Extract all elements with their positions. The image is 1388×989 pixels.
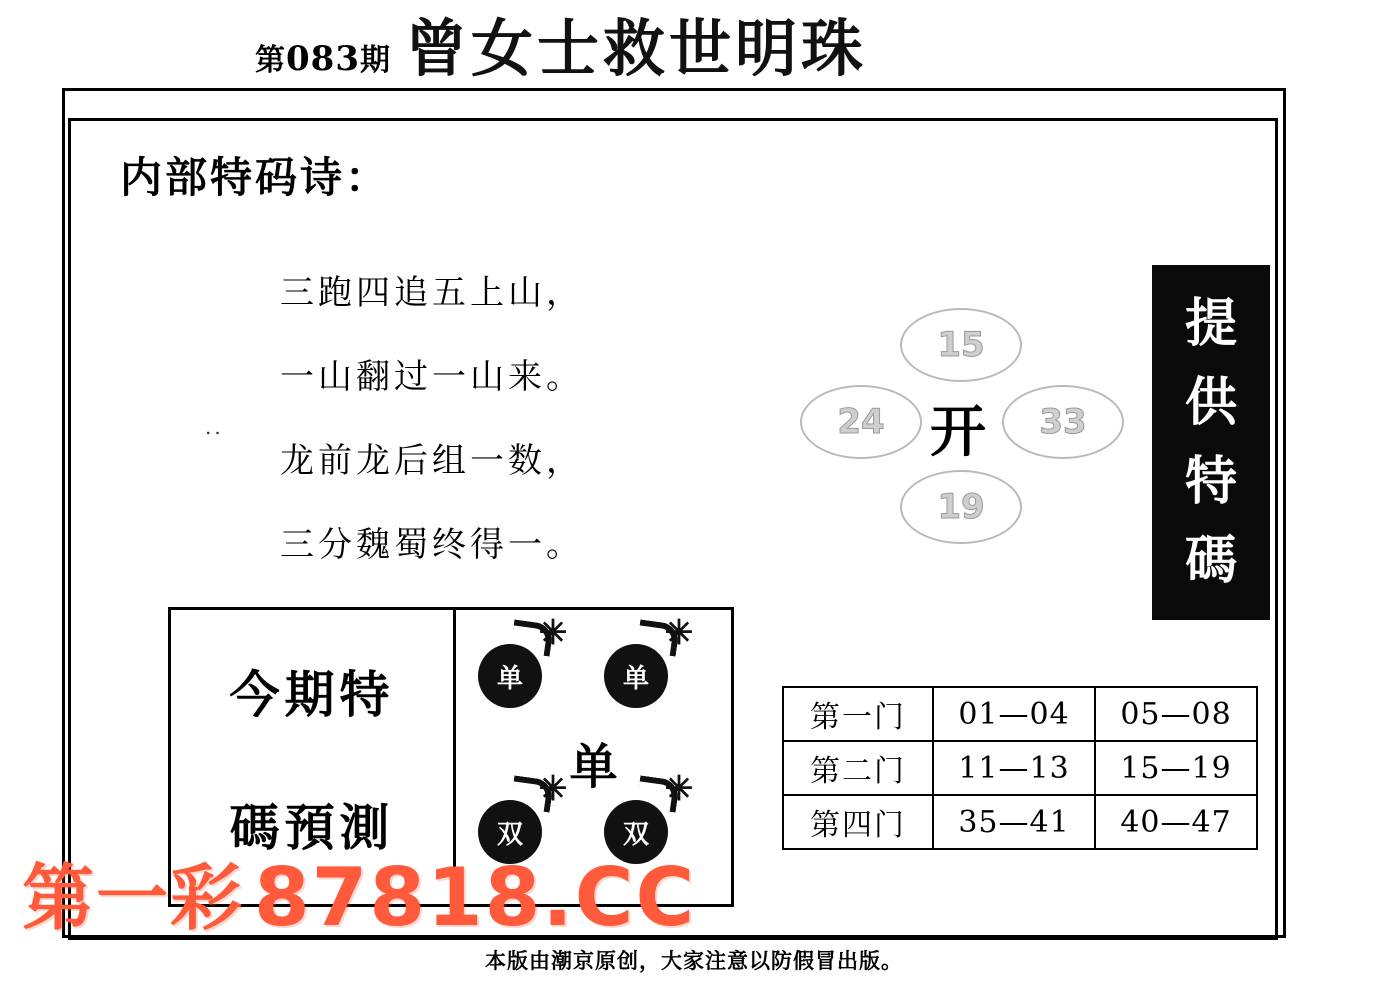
footer-note: 本版由潮京原创，大家注意以防假冒出版。 <box>485 948 903 973</box>
range-row-value-2: 15—19 <box>1095 741 1257 795</box>
prediction-title-line2: 碼預測 <box>229 797 395 857</box>
watermark <box>22 851 697 944</box>
issue-prefix: 第 <box>255 43 286 78</box>
bomb-label: 单 <box>604 644 668 708</box>
banner-char: 特 <box>1184 451 1237 512</box>
decorative-dots: .. <box>205 415 224 439</box>
range-row-value-1: 01—04 <box>933 687 1095 741</box>
range-row-value-2: 05—08 <box>1095 687 1257 741</box>
range-row-value-1: 35—41 <box>933 795 1095 849</box>
number-ball-bottom: 19 <box>900 470 1022 544</box>
number-cluster <box>790 300 1130 550</box>
page-header <box>255 12 867 85</box>
bomb-icon <box>604 613 694 708</box>
prediction-center-word: 单 <box>569 739 618 795</box>
banner-char: 碼 <box>1184 530 1237 591</box>
prediction-title-line1: 今期特 <box>229 664 395 724</box>
poem-line: 三跑四追五上山， <box>280 273 584 313</box>
spark-icon: ✳ <box>664 769 694 809</box>
number-ball-top: 15 <box>900 308 1022 382</box>
spark-icon: ✳ <box>538 613 568 653</box>
issue-label <box>255 35 391 79</box>
issue-number: 083 <box>286 39 360 79</box>
poem-line: 龙前龙后组一数， <box>280 441 584 481</box>
range-row-label: 第一门 <box>783 687 933 741</box>
bomb-label: 双 <box>604 800 668 864</box>
table-row <box>783 687 1257 741</box>
range-row-label: 第四门 <box>783 795 933 849</box>
poem-line: 一山翻过一山来。 <box>280 357 584 397</box>
number-ball-right: 33 <box>1002 385 1124 459</box>
issue-suffix: 期 <box>359 43 391 78</box>
section-label: 内部特码诗： <box>120 153 391 202</box>
bomb-label: 双 <box>478 800 542 864</box>
spark-icon: ✳ <box>664 613 694 653</box>
banner-char: 供 <box>1184 372 1237 433</box>
range-row-value-2: 40—47 <box>1095 795 1257 849</box>
range-row-label: 第二门 <box>783 741 933 795</box>
page-title: 曾女士救世明珠 <box>404 12 867 85</box>
bomb-label: 单 <box>478 644 542 708</box>
banner-char: 提 <box>1184 293 1237 354</box>
offer-banner <box>1152 265 1270 620</box>
watermark-site: 87818.CC <box>254 851 697 944</box>
table-row <box>783 795 1257 849</box>
watermark-brand: 第一彩 <box>22 856 245 940</box>
cluster-center-label: 开 <box>930 399 986 465</box>
range-row-value-1: 11—13 <box>933 741 1095 795</box>
poem-block <box>280 265 700 601</box>
table-row <box>783 741 1257 795</box>
range-table <box>782 686 1258 850</box>
spark-icon: ✳ <box>538 769 568 809</box>
number-ball-left: 24 <box>800 385 922 459</box>
bomb-icon <box>478 613 568 708</box>
poem-line: 三分魏蜀终得一。 <box>280 525 584 565</box>
